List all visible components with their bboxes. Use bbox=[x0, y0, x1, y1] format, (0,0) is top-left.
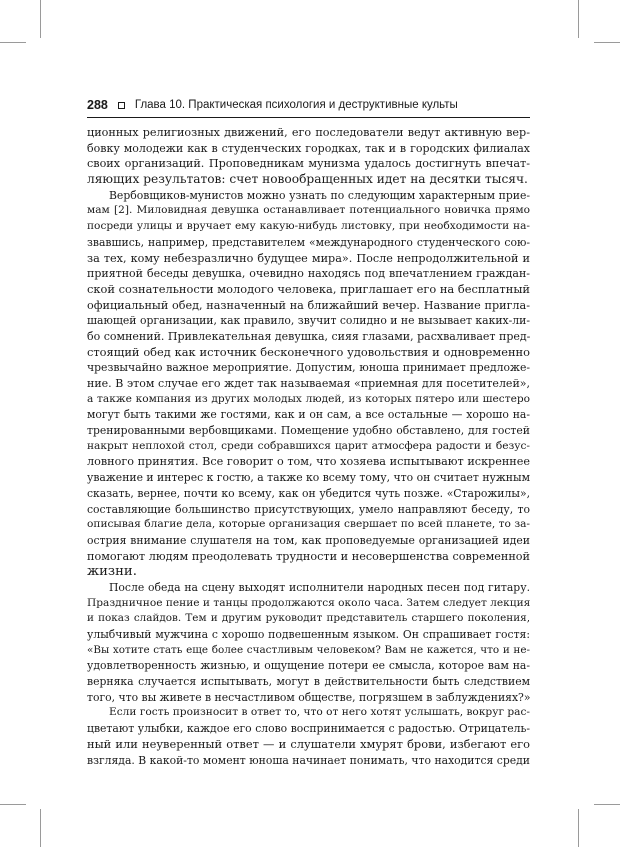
crop-mark bbox=[0, 804, 26, 805]
text-line: Праздничное пение и танцы продолжаются около часа. Затем следует лекция bbox=[87, 596, 530, 609]
text-line: ние. В этом случае его ждет так называемая «приемная для посетителей», bbox=[87, 377, 530, 390]
running-header bbox=[87, 97, 530, 113]
text-line: официальный обед, назначенный на ближайший вечер. Название пригла- bbox=[87, 298, 530, 312]
text-line: «Вы хотите стать еще более счастливым человеком? Вам не кажется, что и не- bbox=[87, 643, 530, 656]
text-line: ловного принятия. Все говорит о том, что хозяева испытывают искреннее bbox=[87, 455, 530, 469]
text-line: Если гость произносит в ответ то, что от него хотят услышать, вокруг рас- bbox=[109, 706, 530, 719]
crop-mark bbox=[0, 42, 26, 43]
text-line: приятной беседы девушка, очевидно находясь под впечатлением граждан- bbox=[87, 267, 530, 281]
text-line: и показ слайдов. Тем и другим руководит представитель старшего поколения, bbox=[87, 612, 530, 625]
text-line: могут быть такими же гостями, как и он сам, а все остальные — хорошо на- bbox=[87, 408, 530, 422]
crop-mark bbox=[40, 0, 41, 38]
chapter-title: Глава 10. Практическая психология и деструктивные культы bbox=[134, 99, 458, 111]
text-line: улыбчивый мужчина с хорошо подвешенным языком. Он спрашивает гостя: bbox=[87, 628, 530, 641]
crop-mark bbox=[594, 804, 620, 805]
header-rule bbox=[87, 117, 530, 118]
text-line: острия внимание слушателя на том, как проповедуемые организацией идеи bbox=[87, 533, 530, 547]
text-line: помогают людям преодолевать трудности и несовершенства современной bbox=[87, 549, 530, 563]
crop-mark bbox=[578, 0, 579, 38]
text-line: бовку молодежи как в студенческих городках, так и в городских филиалах bbox=[87, 141, 530, 155]
text-line: своих организаций. Проповедникам мунизма удалось достигнуть впечат- bbox=[87, 157, 530, 171]
text-line: посреди улицы и вручает ему какую-нибудь листовку, при необходимости на- bbox=[87, 220, 530, 233]
text-line: стоящий обед как источник бесконечного удовольствия и одновременно bbox=[87, 344, 530, 359]
text-line: описывая благие дела, которые организация свершает по всей планете, то за- bbox=[87, 518, 530, 531]
text-line: чрезвычайно важное мероприятие. Допустим, юноша принимает предложе- bbox=[87, 361, 530, 375]
text-line: цветают улыбки, каждое его слово воспринимается с радостью. Отрицатель- bbox=[87, 722, 530, 736]
text-line: звавшись, например, представителем «международного студенческого сою- bbox=[87, 235, 530, 249]
text-line: ный или неуверенный ответ — и слушатели хмурят брови, избегают его bbox=[87, 736, 530, 751]
crop-mark bbox=[40, 809, 41, 847]
text-line: сказать, вернее, почти ко всему, как он убедится чуть позже. «Старожилы», bbox=[87, 486, 530, 500]
text-line: верняка случается испытывать, могут в действительности быть следствием bbox=[87, 675, 530, 689]
page-number: 288 bbox=[87, 98, 108, 112]
text-line: составляющие большинство присутствующих, умело направляют беседу, то bbox=[87, 502, 530, 516]
text-line: а также компания из других молодых людей, из которых пятеро или шестеро bbox=[87, 392, 530, 405]
text-line: ционных религиозных движений, его последователи ведут активную вер- bbox=[87, 126, 530, 139]
text-line: Вербовщиков-мунистов можно узнать по следующим характерным прие- bbox=[109, 188, 530, 202]
body-text bbox=[87, 125, 530, 768]
text-line: жизни. bbox=[87, 564, 137, 580]
text-line: накрыт неплохой стол, среди собравшихся царит атмосфера радости и безус- bbox=[87, 439, 530, 452]
text-line: ской сознательности молодого человека, приглашает его на бесплатный bbox=[87, 281, 530, 296]
square-bullet-icon bbox=[118, 102, 125, 109]
text-line: взгляда. В какой-то момент юноша начинает понимать, что находится среди bbox=[87, 753, 530, 767]
text-line: уважение и интерес к гостю, а также ко всему тому, что он считает нужным bbox=[87, 471, 530, 485]
text-line: шающей организации, как правило, звучит солидно и не вызывает каких-ли- bbox=[87, 314, 530, 328]
text-line: мам [2]. Миловидная девушка останавливает потенциального новичка прямо bbox=[87, 204, 530, 217]
text-line: того, что вы живете в несчастливом обществе, погрязшем в заблуждениях?» bbox=[87, 690, 530, 704]
text-line: бо сомнений. Привлекательная девушка, сияя глазами, расхваливает пред- bbox=[87, 329, 530, 343]
crop-mark bbox=[578, 809, 579, 847]
text-line: за тех, кому небезразлично будущее мира». После непродолжительной и bbox=[87, 251, 530, 265]
text-line: тренированными вербовщиками. Помещение удобно обставлено, для гостей bbox=[87, 424, 530, 438]
text-line: После обеда на сцену выходят исполнители народных песен под гитару. bbox=[109, 580, 530, 594]
crop-mark bbox=[594, 42, 620, 43]
text-line: удовлетворенность жизнью, и ощущение потери ее смысла, которое вам на- bbox=[87, 659, 530, 673]
text-line: ляющих результатов: счет новообращенных идет на десятки тысяч. bbox=[87, 172, 528, 187]
